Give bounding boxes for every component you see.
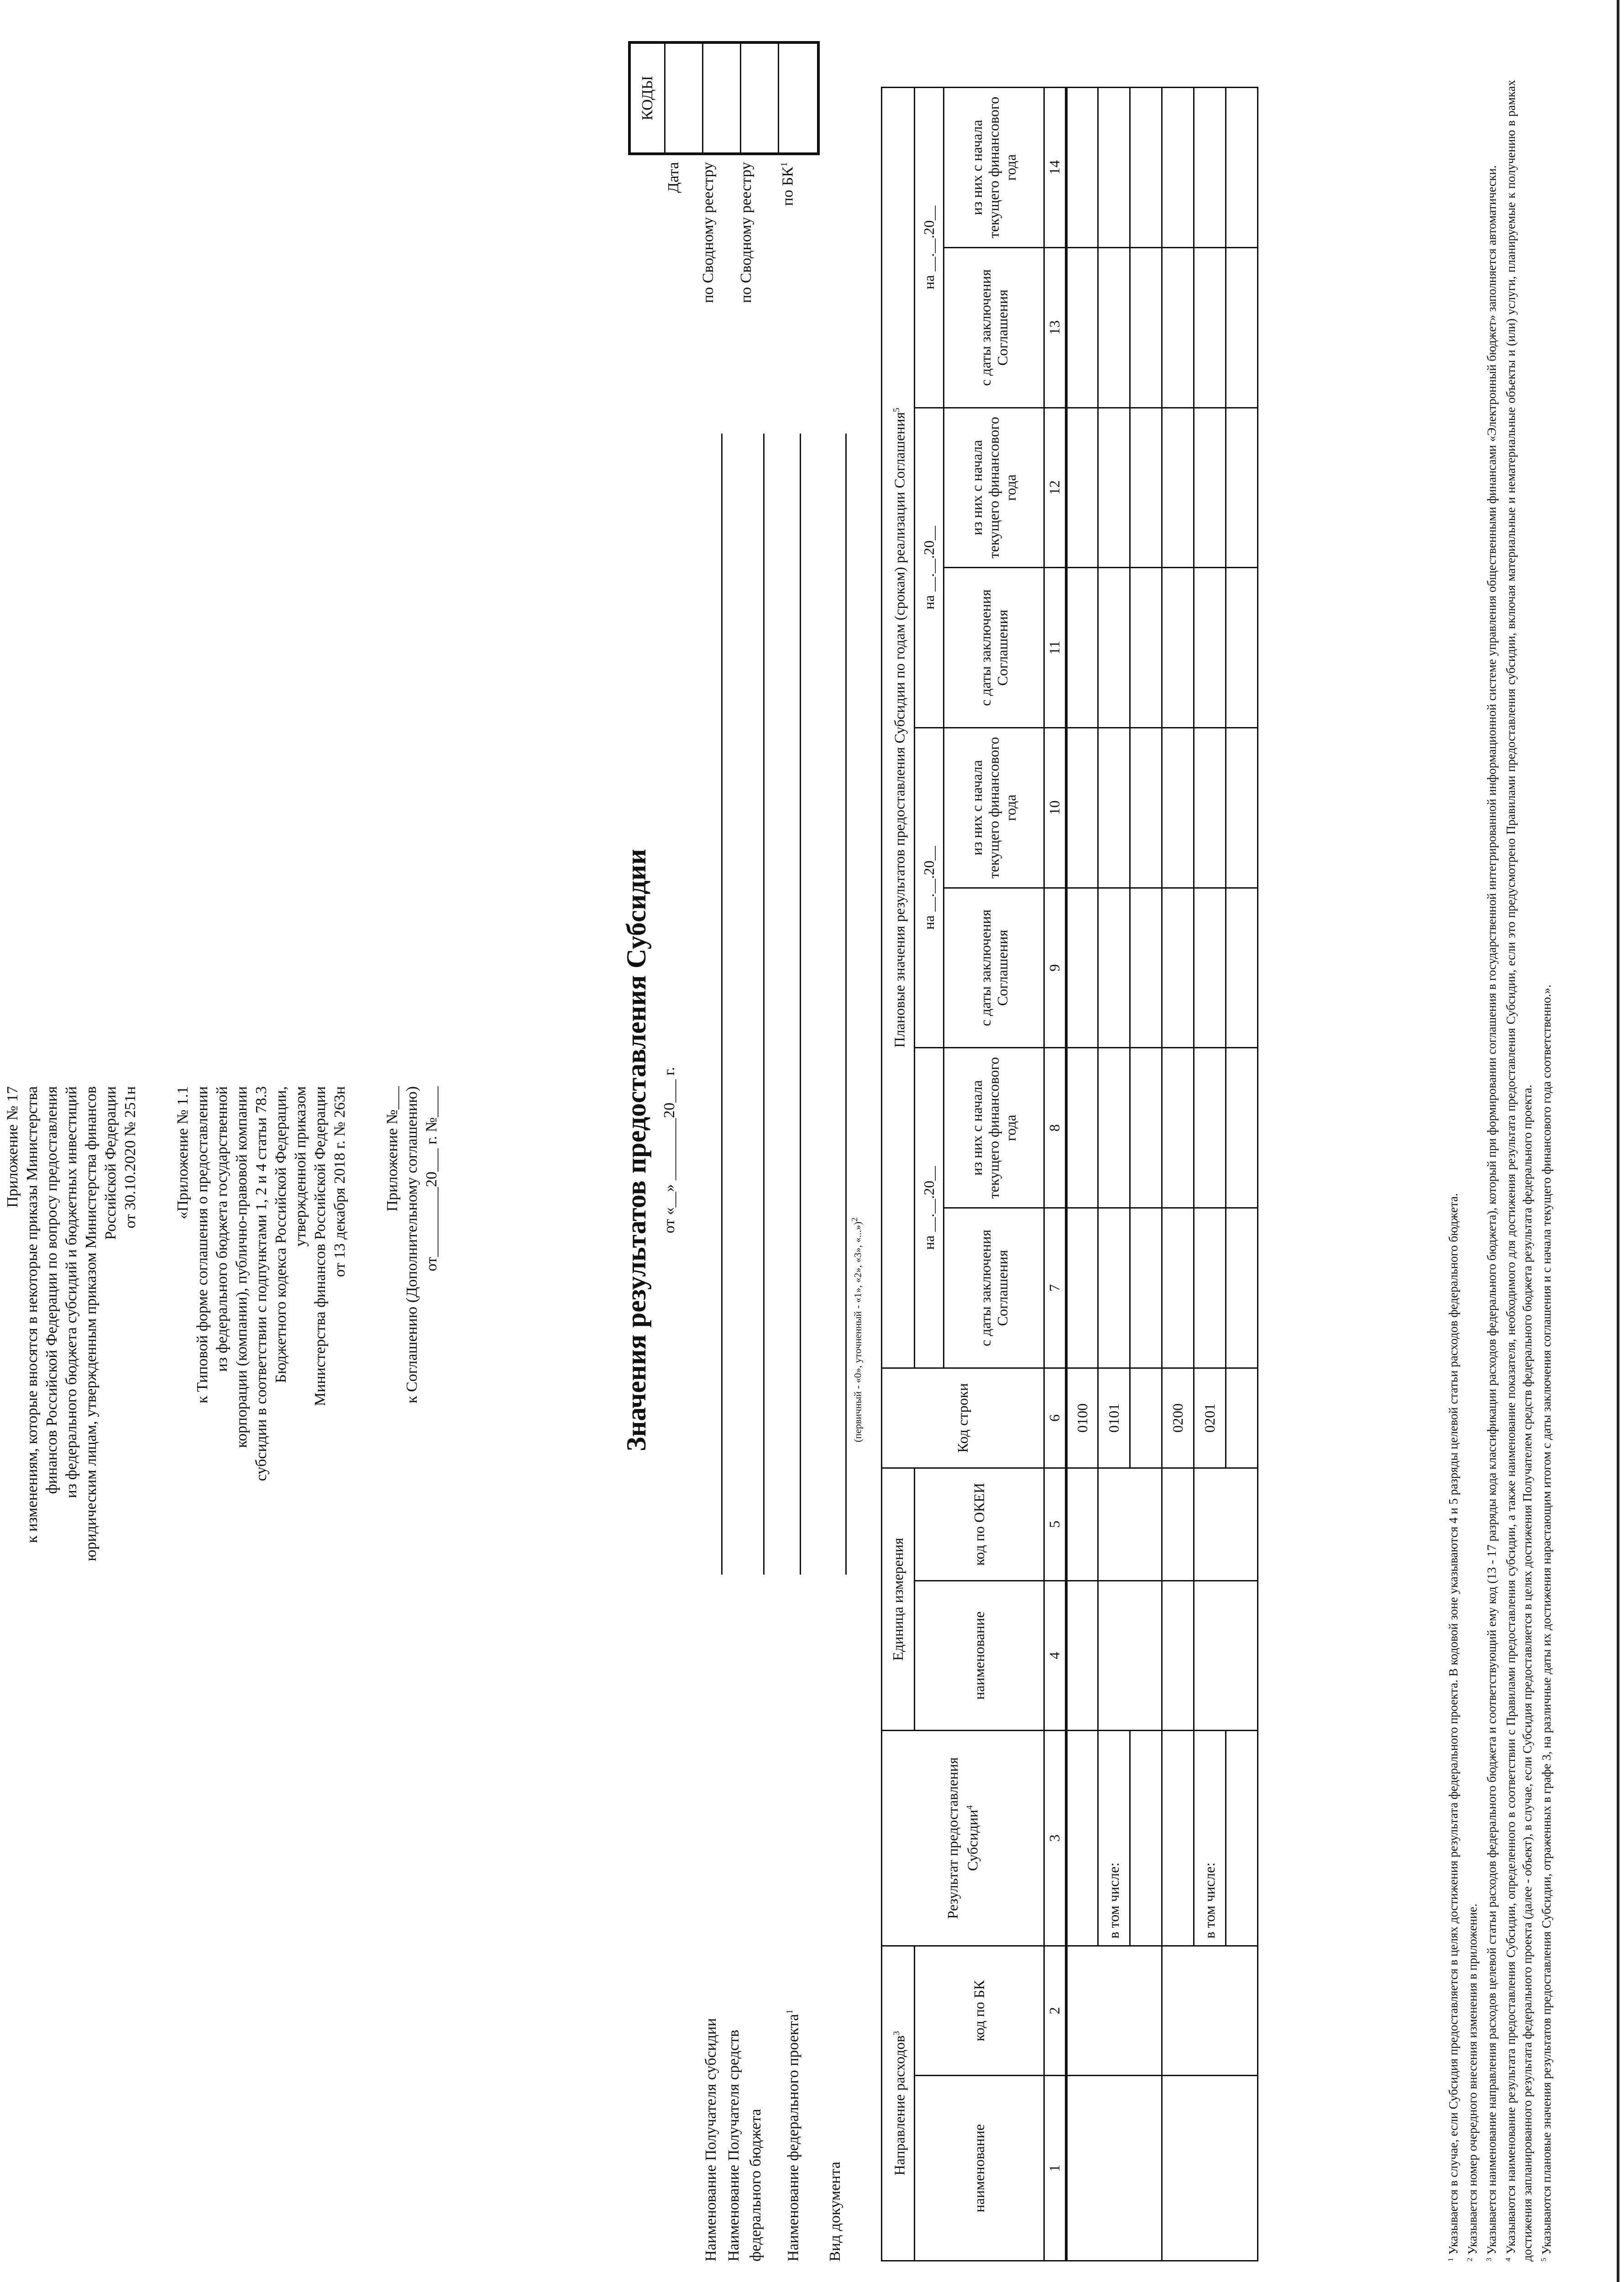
results-table [881,87,1258,2261]
header-line: к изменениям, которые вносятся в некоторые приказы Министерства [24,1086,41,1543]
cell-direction-name[interactable] [1162,2076,1258,2261]
footnotes [1442,80,1555,2261]
cell-value[interactable] [1098,1208,1130,1368]
cell-value[interactable] [1162,247,1194,408]
cell-value[interactable] [1194,247,1226,408]
footnote-3 [1481,80,1500,2261]
col-direction [882,1946,915,2261]
cell-line-code [1130,1368,1162,1468]
cell-code-bk[interactable] [1162,1946,1258,2076]
label-funds-recipient-1: Наименование Получателя средств [725,2030,742,2261]
cell-value[interactable] [1130,1208,1162,1368]
annex-line: Министерства финансов Российской Федерации [312,1086,329,1406]
cell-value[interactable] [1226,408,1258,568]
col-number: 10 [1044,728,1066,888]
col-result-text: Результат предоставления Субсидии [944,1757,981,1919]
cell-value[interactable] [1226,247,1258,408]
cell-value[interactable] [1226,888,1258,1048]
col-from-agreement: с даты заключения Соглашения [944,247,1044,408]
col-okei: код по ОКЕИ [915,1468,1044,1581]
cell-value[interactable] [1066,88,1098,248]
column-numbers-row [1044,88,1066,2261]
col-number: 3 [1044,1731,1066,1946]
code-svod1-cell[interactable] [703,44,741,152]
label-date: Дата [665,162,682,193]
doc-type-field[interactable] [845,434,847,1575]
col-from-year-start: из них с начала текущего финансового года [944,728,1044,888]
col-line-code: Код строки [882,1368,1044,1468]
cell-code-bk[interactable] [1066,1946,1162,2076]
col-number: 2 [1044,1946,1066,2076]
annex-line: «Приложение № 1.1 [174,1086,191,1220]
cell-value[interactable] [1098,888,1130,1048]
footnote-text: Указываются плановые значения результатов предоставления Субсидии, отраженных в графе 3, на различные даты их достижения нарастающим итогом с даты заключения соглашения и с начала текущего финансового года соответственно.». [1540,984,1553,2258]
col-year-3: на __.__.20__ [915,408,944,728]
cell-value[interactable] [1130,88,1162,248]
recipient-field[interactable] [721,434,723,1575]
footnote-text: Указываются наименование результата предоставления Субсидии, определенного в соответствии с Правилами предоставления субсидии, а также наименование показателя, необходимого для достижения результата предоставления Субсидии, если это предусмотрено Правилами предоставления субсидии, включая материальные и нематериальные объекты и (или) услуги, планируемые к получению в рамках достижения запланированного результата федерального проекта (далее - объект), в случае, если Субсидия предоставляется в целях достижения Получателем средств федерального бюджета результата федерального проекта. [1504,80,1534,2261]
footnote-5 [1535,80,1555,2261]
cell-value[interactable] [1066,568,1098,728]
footnote-2 [1462,80,1481,2261]
cell-line-code: 0200 [1162,1368,1194,1468]
annex-number: Приложение №___ [384,1086,401,1212]
cell-value[interactable] [1194,728,1226,888]
header-line: от 30.10.2020 № 251н [122,1086,139,1229]
table-row [1066,88,1098,2261]
cell-okei[interactable] [1162,1468,1194,1581]
cell-value[interactable] [1162,728,1194,888]
cell-value[interactable] [1162,408,1194,568]
cell-unit-name[interactable] [1194,1581,1258,1731]
col-unit: Единица измерения [882,1468,915,1730]
cell-value[interactable] [1066,408,1098,568]
col-number: 14 [1044,88,1066,248]
col-number: 7 [1044,1208,1066,1368]
cell-value[interactable] [1066,247,1098,408]
col-number: 13 [1044,247,1066,408]
footnote-num: 5 [1540,2257,1548,2261]
cell-value[interactable] [1194,1208,1226,1368]
cell-in-total: в том числе: [1194,1731,1226,1946]
table-row [1194,88,1226,2261]
col-number: 5 [1044,1468,1066,1581]
cell-direction-name[interactable] [1066,2076,1162,2261]
annex-line: корпорации (компании), публично-правовой компании [233,1086,250,1448]
annex-line: из федерального бюджета государственной [214,1086,231,1372]
cell-value[interactable] [1066,728,1098,888]
cell-value[interactable] [1162,888,1194,1048]
cell-value[interactable] [1130,1048,1162,1208]
cell-value[interactable] [1098,88,1130,248]
col-direction-text: Направление расходов [891,2035,908,2176]
table-row [1098,88,1130,2261]
col-number: 8 [1044,1048,1066,1208]
col-number: 4 [1044,1581,1066,1731]
col-from-agreement: с даты заключения Соглашения [944,568,1044,728]
cell-okei[interactable] [1194,1468,1258,1581]
cell-value[interactable] [1162,1048,1194,1208]
col-from-year-start: из них с начала текущего финансового года [944,88,1044,248]
footnote-num: 3 [1485,2257,1493,2261]
col-code-bk: код по БК [915,1946,1044,2076]
cell-value[interactable] [1066,888,1098,1048]
document-date: от «__» ________20___ г. [661,1067,678,1234]
col-planned [882,88,915,1368]
footnote-4 [1500,80,1535,2261]
cell-value[interactable] [1162,568,1194,728]
annex-line: к Типовой форме соглашения о предоставлении [194,1086,211,1403]
label-bk-sup: 1 [779,162,789,167]
codes-header: КОДЫ [631,44,665,152]
col-number: 6 [1044,1368,1066,1468]
annex-line: от 13 декабря 2018 г. № 263н [331,1086,348,1277]
col-planned-sup: 5 [891,408,901,412]
cell-value[interactable] [1194,88,1226,248]
table-row [1130,88,1162,2261]
header-block [3,1086,441,1570]
cell-value[interactable] [1130,247,1162,408]
project-field[interactable] [800,434,801,1575]
col-from-year-start: из них с начала текущего финансового года [944,408,1044,568]
label-funds-recipient-2: федерального бюджета [747,2109,764,2261]
cell-value[interactable] [1194,888,1226,1048]
cell-result[interactable] [1162,1731,1194,1946]
cell-value[interactable] [1194,408,1226,568]
col-year-1: на __.__.20__ [915,1048,944,1368]
cell-value[interactable] [1226,88,1258,248]
cell-value[interactable] [1226,568,1258,728]
annex-line: субсидии в соответствии с подпунктами 1, 2 и 4 статьи 78.3 [253,1086,270,1481]
label-project-sup: 1 [785,2009,795,2014]
cell-value[interactable] [1098,247,1130,408]
header-line: юридическим лицам, утвержденным приказом Министерства финансов [83,1086,100,1561]
cell-result[interactable] [1066,1731,1098,1946]
col-number: 9 [1044,888,1066,1048]
footnote-text: Указывается номер очередного внесения изменения в приложение. [1466,1904,1479,2258]
col-result-sup: 4 [965,1805,975,1810]
footnote-num: 1 [1446,2257,1455,2261]
col-number: 1 [1044,2076,1066,2261]
col-number: 12 [1044,408,1066,568]
cell-unit-name[interactable] [1098,1581,1162,1731]
code-date-cell[interactable] [665,44,703,152]
footnote-num: 2 [1466,2257,1474,2261]
col-direction-name: наименование [915,2076,1044,2261]
cell-value[interactable] [1226,728,1258,888]
page-title: Значения результатов предоставления Субсидии [621,849,651,1451]
cell-in-total: в том числе: [1098,1731,1130,1946]
table-row [1162,88,1194,2261]
cell-value[interactable] [1130,888,1162,1048]
doc-type-hint-text: (первичный - «0», уточненный - «1», «2», «3», «...») [852,1221,864,1442]
col-year-2: на __.__.20__ [915,728,944,1047]
annex-line: утвержденной приказом [292,1086,309,1247]
cell-line-code: 0101 [1098,1368,1130,1468]
cell-value[interactable] [1130,728,1162,888]
cell-unit-name[interactable] [1162,1581,1194,1731]
doc-type-hint-sup: 2 [850,1217,859,1222]
col-number: 11 [1044,568,1066,728]
cell-value[interactable] [1098,728,1130,888]
col-year-4: на __.__.20__ [915,88,944,408]
label-recipient: Наименование Получателя субсидии [702,2018,719,2261]
label-doc-type: Вид документа [827,2162,843,2261]
cell-value[interactable] [1130,568,1162,728]
cell-value[interactable] [1194,1048,1226,1208]
cell-result[interactable] [1226,1731,1258,1946]
funds-recipient-field[interactable] [763,434,765,1575]
code-bk-cell[interactable] [779,44,817,152]
cell-value[interactable] [1226,1048,1258,1208]
label-svod2: по Сводному реестру [738,162,754,304]
cell-line-code: 0100 [1066,1368,1098,1468]
footnote-text: Указывается наименование направления расходов целевой статьи расходов федерального бюджета и соответствующий ему код (13 - 17 разряды кода классификации расходов федерального бюджета), который при формировании соглашения в государственной интегрированной информационной системе управления общественными финансами «Электронный бюджет» заполняется автоматически. [1485,165,1498,2258]
cell-value[interactable] [1162,1208,1194,1368]
appendix-17: Приложение № 17 [4,1086,21,1208]
cell-result[interactable] [1130,1731,1162,1946]
label-svod1: по Сводному реестру [700,162,717,304]
col-from-agreement: с даты заключения Соглашения [944,1208,1044,1368]
label-bk-text: по БК [779,167,796,206]
col-planned-text: Плановые значения результатов предоставления Субсидии по годам (срокам) реализации Соглашения [891,412,908,1048]
cell-value[interactable] [1098,1048,1130,1208]
cell-line-code [1226,1368,1258,1468]
cell-value[interactable] [1162,88,1194,248]
col-from-agreement: с даты заключения Соглашения [944,888,1044,1048]
footnote-text: Указывается в случае, если Субсидия предоставляется в целях достижения результата федерального проекта. В кодовой зоне указываются 4 и 5 разряды целевой статьи расходов федерального бюджета. [1446,1193,1460,2258]
footnote-1 [1442,80,1462,2261]
col-result [882,1731,1044,1946]
cell-okei[interactable] [1098,1468,1162,1581]
label-project [781,2010,802,2261]
codes-box [628,41,820,155]
doc-type-hint [850,1217,864,1442]
label-bk [776,162,796,338]
cell-value[interactable] [1098,568,1130,728]
cell-value[interactable] [1194,568,1226,728]
cell-okei[interactable] [1066,1468,1098,1581]
col-from-year-start: из них с начала текущего финансового года [944,1048,1044,1208]
cell-value[interactable] [1066,1048,1098,1208]
cell-unit-name[interactable] [1066,1581,1098,1731]
cell-value[interactable] [1098,408,1130,568]
agreement-date: от_________20___ г. №____ [423,1086,440,1272]
table-row [1226,88,1258,2261]
cell-value[interactable] [1130,408,1162,568]
annex-line: Бюджетного кодекса Российской Федерации, [272,1086,289,1383]
col-unit-name: наименование [915,1581,1044,1731]
code-svod2-cell[interactable] [741,44,779,152]
label-project-text: Наименование федерального проекта [785,2014,802,2261]
header-line: финансов Российской Федерации по вопросу предоставления [43,1086,60,1494]
agreement-ref: к Соглашению (Дополнительному соглашению) [403,1086,420,1403]
col-direction-sup: 3 [891,2031,901,2036]
header-line: из федерального бюджета субсидий и бюджетных инвестиций [63,1086,80,1498]
footnote-num: 4 [1504,2257,1512,2261]
cell-value[interactable] [1226,1208,1258,1368]
header-row-1 [882,88,915,2261]
header-line: Российской Федерации [102,1086,119,1240]
cell-value[interactable] [1066,1208,1098,1368]
cell-line-code: 0201 [1194,1368,1226,1468]
